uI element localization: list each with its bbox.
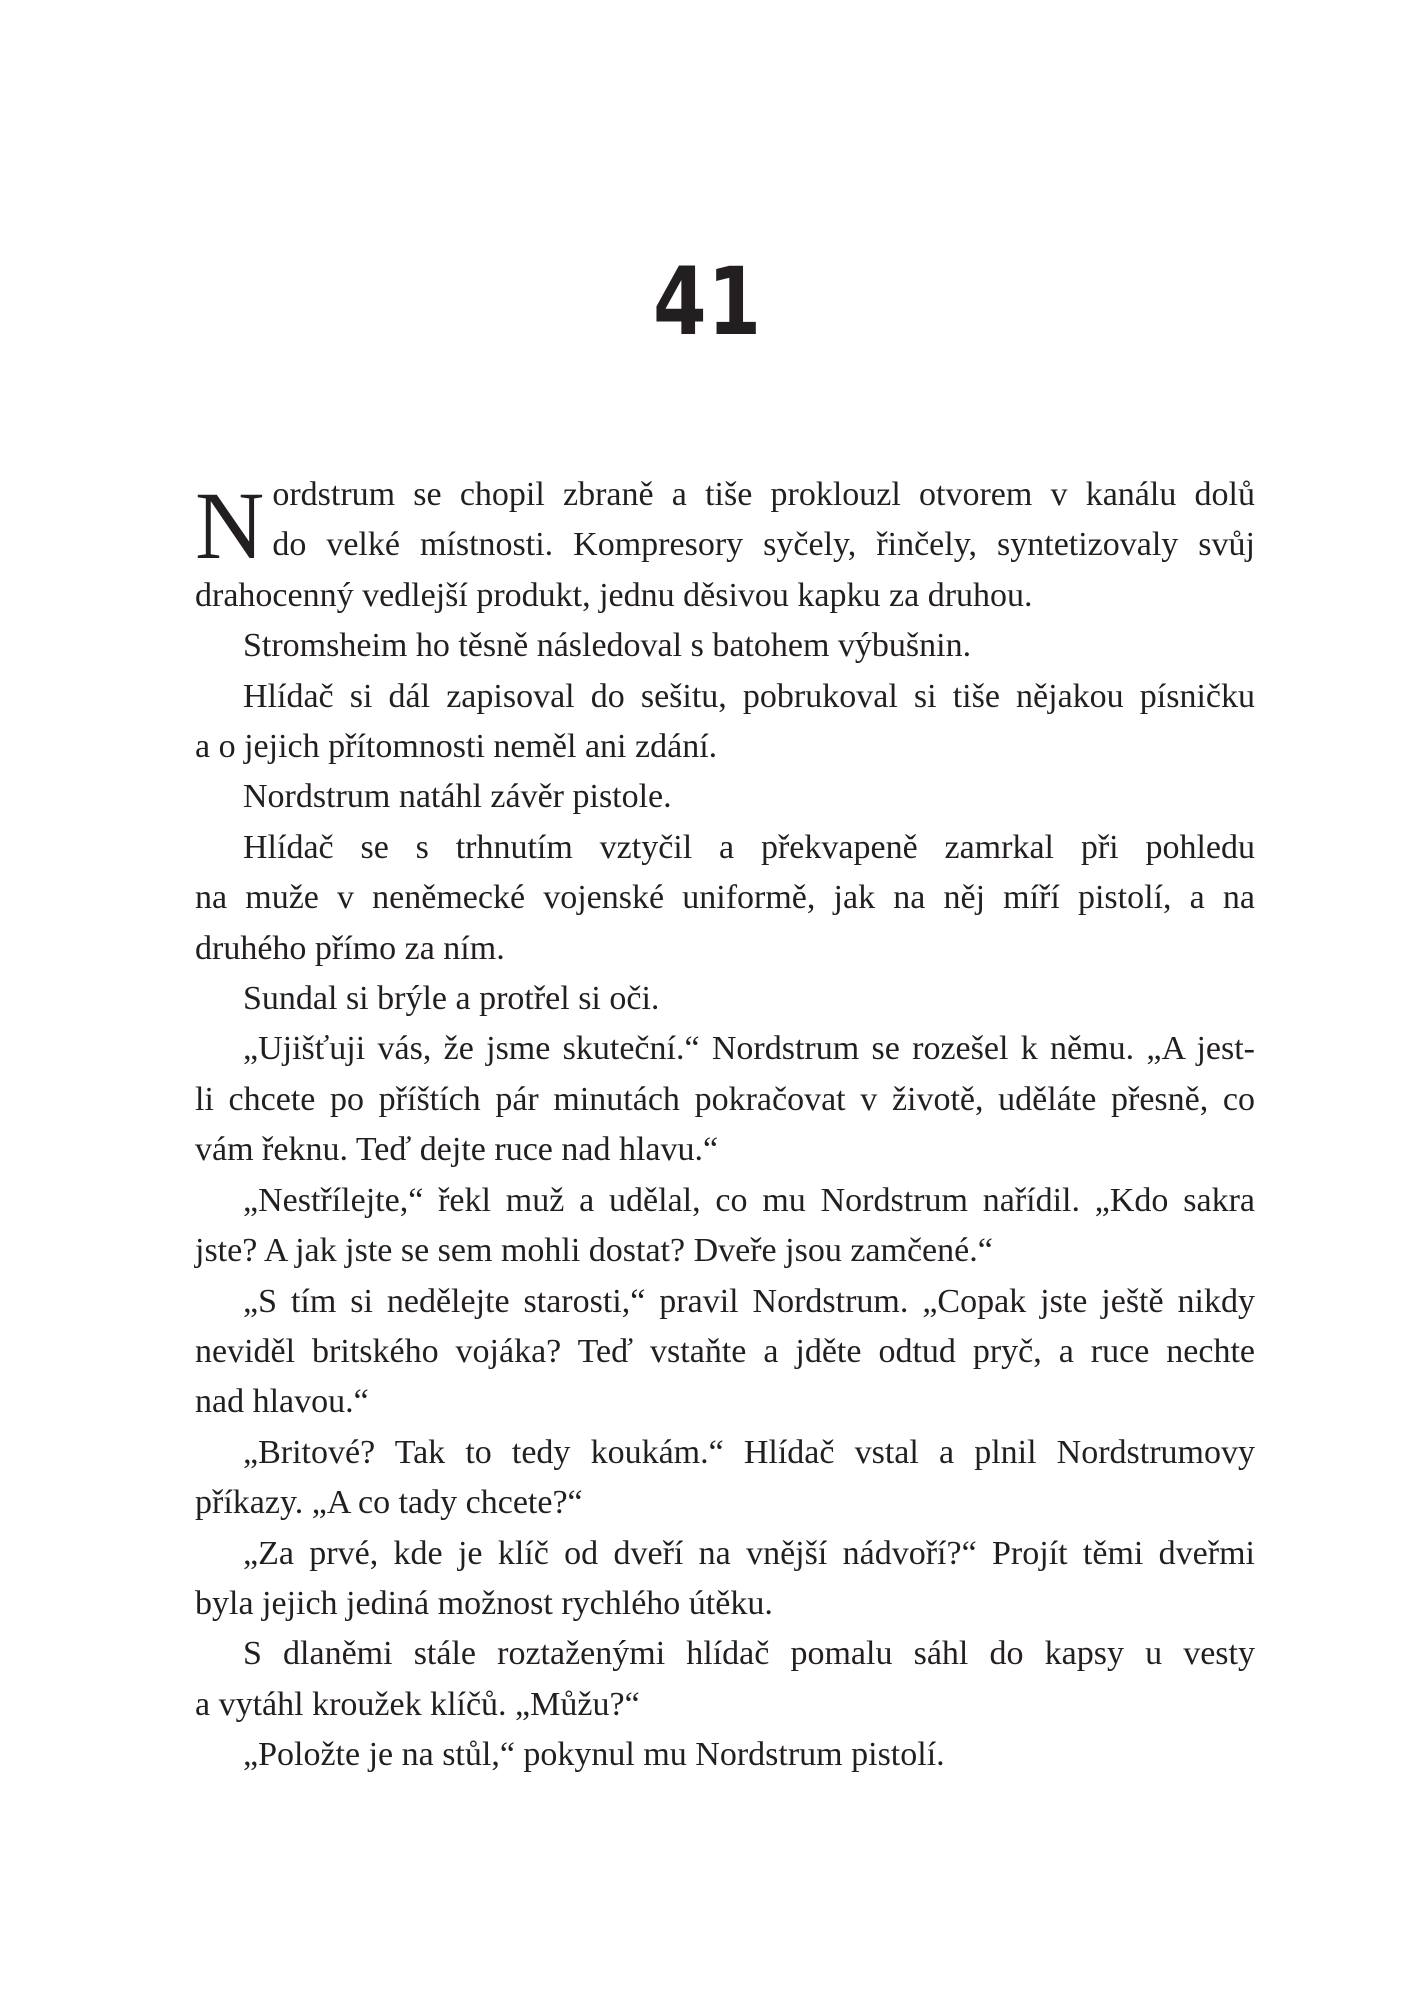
paragraph-8 [195,1176,1255,1277]
drop-cap: N [195,472,265,579]
text-line: „Nestřílejte,“ řekl muž a udělal, co mu Nordstrum nařídil. „Kdo sakra [243,1181,1255,1219]
text-line: jste? A jak jste se sem mohli dostat? Dveře jsou zamčené.“ [195,1232,993,1270]
text-line: drahocenný vedlejší produkt, jednu děsivou kapku za druhou. [195,576,1033,614]
text-line: byla jejich jediná možnost rychlého útěku. [195,1584,773,1622]
text-line: Hlídač se s trhnutím vztyčil a překvapeně zamrkal při pohledu [243,828,1255,866]
text-line: do velké místnosti. Kompresory syčely, řinčely, syntetizovaly svůj [272,526,1255,564]
paragraph-11 [195,1529,1255,1630]
text-line: „Ujišťuji vás, že jsme skuteční.“ Nordstrum se rozešel k němu. „A jest- [243,1030,1255,1068]
paragraph-7 [195,1024,1255,1175]
paragraph-1 [195,470,1255,621]
text-line: S dlaněmi stále roztaženými hlídač pomalu sáhl do kapsy u vesty [243,1635,1255,1673]
text-line: ordstrum se chopil zbraně a tiše proklouzl otvorem v kanálu dolů [272,476,1255,513]
text-line: „Britové? Tak to tedy koukám.“ Hlídač vstal a plnil Nordstrumovy [243,1433,1255,1471]
text-line: nad hlavou.“ [195,1383,369,1421]
text-line: „S tím si nedělejte starosti,“ pravil Nordstrum. „Copak jste ještě nikdy [243,1282,1255,1320]
text-line: příkazy. „A co tady chcete?“ [195,1484,583,1522]
text-line: li chcete po příštích pár minutách pokračovat v životě, uděláte přesně, co [195,1080,1255,1118]
paragraph-10 [195,1428,1255,1529]
text-line: Sundal si brýle a protřel si oči. [243,980,660,1018]
text-line: Nordstrum natáhl závěr pistole. [243,778,672,816]
text-line: a o jejich přítomnosti neměl ani zdání. [195,728,718,766]
paragraph-6 [195,974,1255,1024]
paragraph-3 [195,672,1255,773]
text-line: vám řeknu. Teď dejte ruce nad hlavu.“ [195,1131,719,1169]
text-line: a vytáhl kroužek klíčů. „Můžu?“ [195,1685,640,1723]
paragraph-13 [195,1730,1255,1780]
paragraph-12 [195,1629,1255,1730]
paragraph-9 [195,1277,1255,1428]
text-line: „Položte je na stůl,“ pokynul mu Nordstrum pistolí. [243,1736,945,1774]
paragraph-4 [195,772,1255,822]
text-line: „Za prvé, kde je klíč od dveří na vnější nádvoří?“ Projít těmi dveřmi [243,1534,1255,1572]
text-line: neviděl britského vojáka? Teď vstaňte a jděte odtud pryč, a ruce nechte [195,1332,1255,1370]
text-line: Hlídač si dál zapisoval do sešitu, pobrukoval si tiše nějakou písničku [243,677,1255,715]
paragraph-2 [195,621,1255,671]
chapter-text [195,470,1255,1781]
paragraph-5 [195,823,1255,974]
chapter-number: 41 [653,248,762,357]
text-line: na muže v neněmecké vojenské uniformě, jak na něj míří pistolí, a na [195,879,1255,917]
text-line: druhého přímo za ním. [195,929,505,967]
text-line: Stromsheim ho těsně následoval s batohem výbušnin. [243,627,972,665]
